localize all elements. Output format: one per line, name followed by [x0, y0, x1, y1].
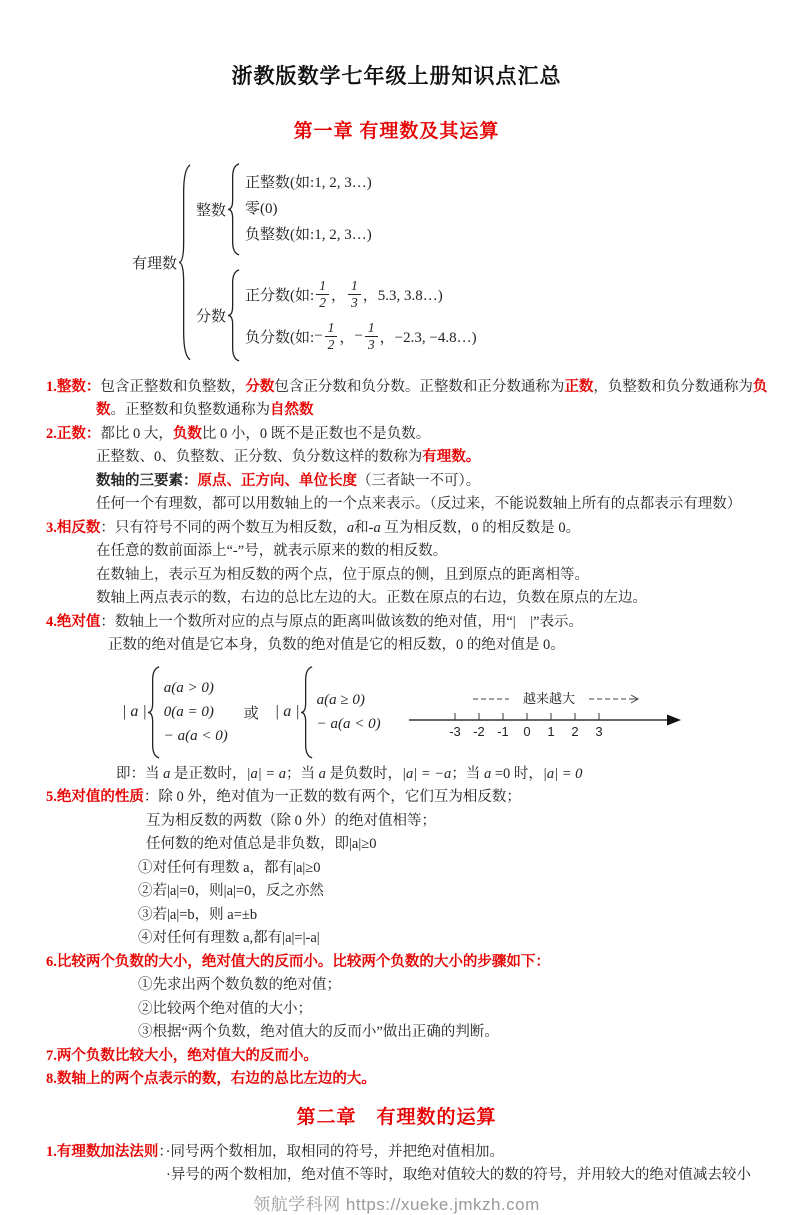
section-4-absolute-value	[46, 611, 747, 786]
tick-label: 3	[594, 724, 603, 740]
tree-root-label: 有理数	[132, 255, 178, 272]
tick-label: -3	[448, 724, 461, 740]
minus-sign: −	[314, 327, 323, 344]
integer-group-label: 整数	[196, 202, 227, 219]
section-line: ①对任何有理数 a，都有|a|≥0	[138, 859, 321, 876]
section-3-opposite-numbers	[46, 517, 747, 611]
tree-item-positive-integers: 正整数(如:1, 2, 3…)	[245, 175, 372, 192]
minus-sign: −	[354, 327, 363, 344]
section-1-integers	[46, 376, 768, 423]
arrowhead-icon	[667, 715, 681, 726]
abs-head: | a |	[122, 703, 147, 721]
tree-item-positive-fractions	[245, 273, 477, 315]
section-line: ③根据“两个负数，绝对值大的反而小”做出正确的判断。	[138, 1024, 499, 1041]
section-line: 数轴上两点表示的数，右边的总比左边的大。正数在原点的右边，负数在原点的左边。	[96, 590, 647, 607]
case-negative: − a(a < 0)	[163, 728, 228, 745]
abs-summary-line: 即：当 a 是正数时，|a| = a；当 a 是负数时，|a| = −a；当 a =0 时，|a| = 0	[116, 765, 583, 782]
section-line: 在任意的数前面添上“-”号，就表示原来的数的相反数。	[96, 543, 448, 560]
section-line: 正数的绝对值是它本身，负数的绝对值是它的相反数，0 的绝对值是 0。	[108, 637, 565, 654]
outer-brace-icon	[179, 163, 192, 362]
tick-label: 2	[570, 724, 579, 740]
rational-number-classification-tree	[132, 163, 747, 362]
section-line: ①先求出两个数负数的绝对值；	[138, 977, 341, 994]
section-line: ④对任何有理数 a,都有|a|=|-a|	[138, 930, 320, 947]
section-2-positive-numbers	[46, 423, 747, 517]
abs-head: | a |	[274, 703, 300, 721]
integer-brace-icon	[228, 163, 241, 256]
tick-label: 0	[522, 724, 531, 740]
fraction-separator: ，	[330, 287, 346, 304]
section-line: 3.相反数：只有符号不同的两个数互为相反数，a和-a 互为相反数，0 的相反数是 0。	[46, 519, 581, 536]
chapter1-title: 第一章 有理数及其运算	[293, 121, 500, 142]
tree-item-negative-integers: 负整数(如:1, 2, 3…)	[245, 227, 372, 244]
increasing-label: 越来越大	[522, 691, 575, 707]
section-line: 数轴的三要素：原点、正方向、单位长度（三者缺一不可）。	[96, 472, 481, 489]
section-line: ②比较两个绝对值的大小；	[138, 1000, 312, 1017]
tree-item-zero: 零(0)	[245, 201, 278, 218]
case-zero: 0(a = 0)	[163, 704, 214, 721]
fraction-brace-icon	[228, 269, 241, 362]
section-line: 互为相反数的两数（除 0 外）的绝对值相等；	[146, 812, 436, 829]
chapter2-section-1-addition-rule	[46, 1141, 751, 1188]
section-line: 任何数的绝对值总是非负数，即|a|≥0	[146, 836, 377, 853]
section-line: 1.有理数加法法则：·同号两个数相加，取相同的符号，并把绝对值相加。	[46, 1143, 504, 1160]
fraction-group	[192, 269, 477, 362]
section-6-compare-negatives	[46, 951, 747, 1045]
section-line: 4.绝对值：数轴上一个数所对应的点与原点的距离叫做该数的绝对值，用“| |”表示。	[46, 613, 584, 630]
piecewise-cases	[314, 688, 381, 736]
fraction-group-label: 分数	[196, 308, 227, 325]
case-positive: a(a > 0)	[163, 680, 214, 697]
absolute-value-formula-row	[122, 666, 747, 759]
fraction-separator: ，	[339, 329, 355, 346]
section-5-abs-properties	[46, 786, 747, 951]
fraction-items	[241, 273, 477, 357]
tree-groups	[192, 163, 477, 362]
number-line-diagram	[407, 682, 687, 742]
fraction-one-half: $\frac{1}{2}$	[316, 278, 329, 310]
section-line: 2.正数：都比 0 大，负数比 0 小，0 既不是正数也不是负数。	[46, 425, 431, 442]
tree-item-negative-fractions	[245, 315, 477, 357]
piecewise-cases	[161, 676, 228, 748]
tick-label: -2	[472, 724, 485, 740]
section-line: 5.绝对值的性质：除 0 外，绝对值为一正数的数有两个，它们互为相反数；	[46, 789, 521, 806]
section-line: 数。正整数和负整数通称为自然数	[96, 402, 314, 419]
section-line: 正整数、0、负整数、正分数、负分数这样的数称为有理数。	[96, 449, 481, 466]
piecewise-brace-icon	[148, 666, 161, 759]
site-watermark: 领航学科网 https://xueke.jmkzh.com	[253, 1194, 540, 1214]
doc-title: 浙教版数学七年级上册知识点汇总	[231, 64, 562, 88]
or-word: 或	[243, 705, 259, 722]
negative-fractions-prefix: 负分数(如:	[245, 329, 315, 346]
integer-items	[241, 170, 372, 248]
case-nonnegative: a(a ≥ 0)	[316, 692, 365, 709]
section-line: 任何一个有理数，都可以用数轴上的一个点来表示。（反过来，不能说数轴上所有的点都表示有理数）	[96, 496, 742, 513]
case-negative: − a(a < 0)	[316, 716, 381, 733]
negative-fractions-suffix: ，−2.3, −4.8…)	[379, 329, 477, 346]
fraction-one-third: $\frac{1}{3}$	[348, 278, 361, 310]
section-8-rule: 8.数轴上的两个点表示的数，右边的总比左边的大。	[46, 1071, 376, 1088]
section-line: 6.比较两个负数的大小，绝对值大的反而小。比较两个负数的大小的步骤如下：	[46, 953, 550, 970]
fraction-neg-one-third: $\frac{1}{3}$	[365, 320, 378, 352]
section-line: ③若|a|=b，则 a=±b	[138, 906, 258, 923]
section-line: 1.整数：包含正整数和负整数，分数包含正分数和负分数。正整数和正分数通称为正数，负整数和负分数通称为负	[46, 378, 768, 395]
tick-label: -1	[496, 724, 509, 740]
positive-fractions-suffix: ，5.3, 3.8…)	[362, 287, 443, 304]
section-line: ②若|a|=0，则|a|=0，反之亦然	[138, 883, 324, 900]
section-line: ·异号的两个数相加，绝对值不等时，取绝对值较大的数的符号，并用较大的绝对值减去较小	[166, 1167, 751, 1184]
chapter2-title: 第二章 有理数的运算	[296, 1106, 497, 1128]
section-7-rule: 7.两个负数比较大小，绝对值大的反而小。	[46, 1047, 318, 1064]
fraction-neg-one-half: $\frac{1}{2}$	[325, 320, 338, 352]
positive-fractions-prefix: 正分数(如:	[245, 287, 315, 304]
piecewise-brace-icon	[301, 666, 314, 759]
integer-group	[192, 163, 477, 256]
section-line: 在数轴上，表示互为相反数的两个点，位于原点的侧，且到原点的距离相等。	[96, 566, 589, 583]
tick-label: 1	[546, 724, 555, 740]
piecewise-definition-two-case	[275, 666, 381, 759]
piecewise-definition-three-case	[122, 666, 228, 759]
